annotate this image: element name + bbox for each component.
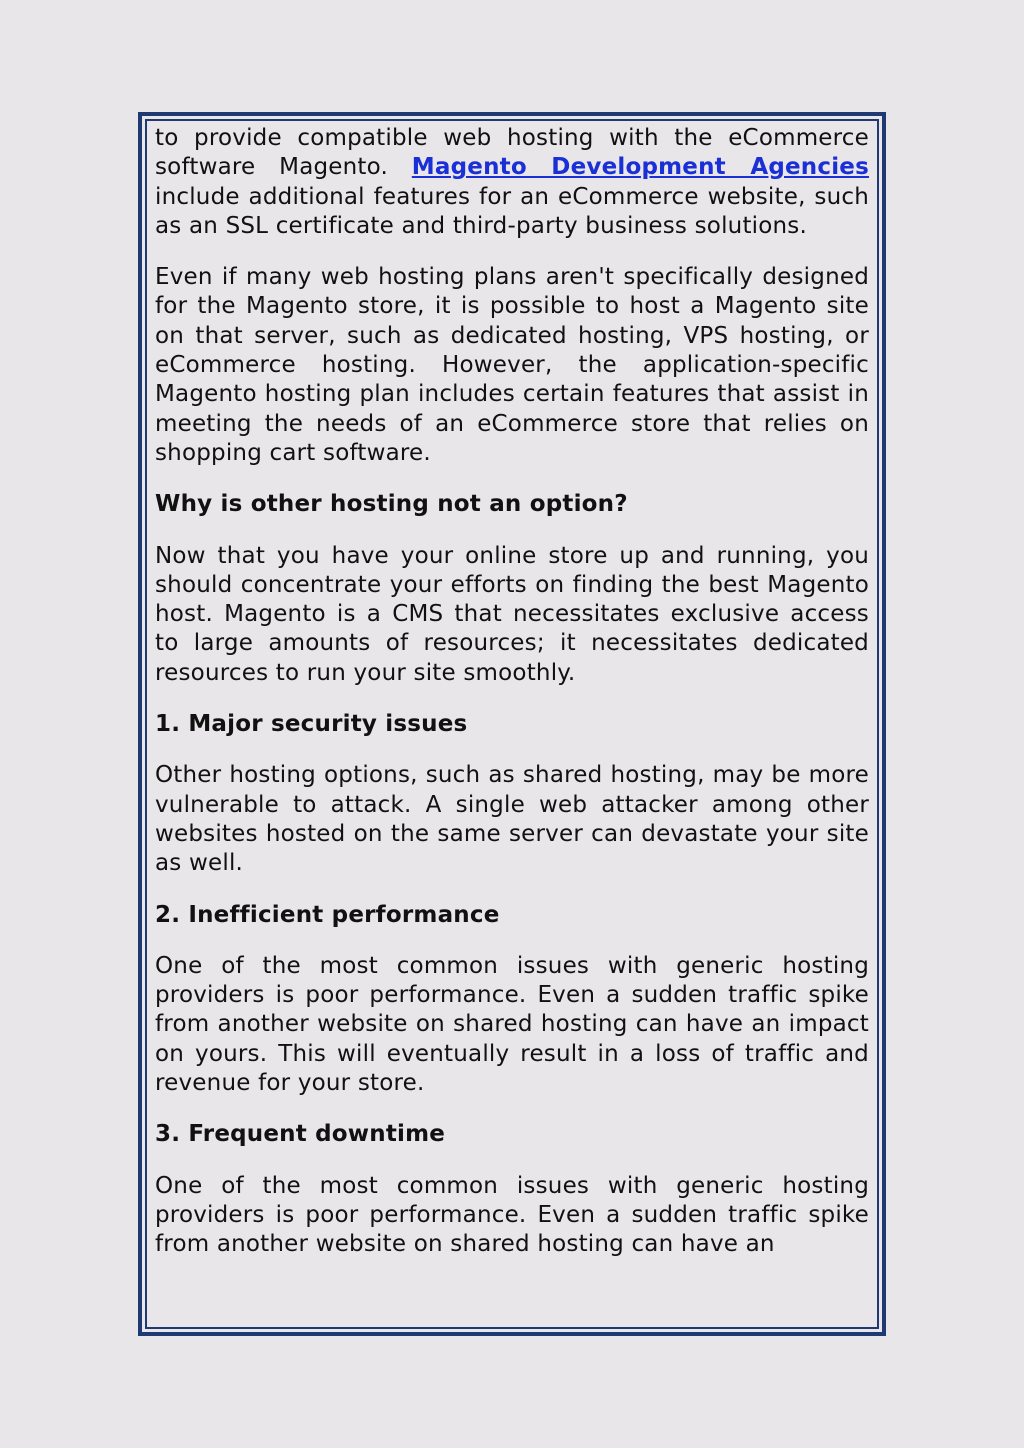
- heading-frequent-downtime: 3. Frequent downtime: [155, 1121, 446, 1148]
- heading-inefficient-performance: 2. Inefficient performance: [155, 901, 500, 928]
- paragraph-downtime: One of the most common issues with generic hosting providers is poor performance. Even a sudden traffic spike from another website on shared hosting can have an: [155, 1172, 869, 1258]
- paragraph-performance: One of the most common issues with generic hosting providers is poor performance. Even a sudden traffic spike from another website on shared hosting can have an impact on yours. This will eventually result in a loss of traffic and revenue for your store.: [155, 952, 869, 1097]
- paragraph-security: Other hosting options, such as shared hosting, may be more vulnerable to attack. A single web attacker among other websites hosted on the same server can devastate your site as well.: [155, 762, 869, 877]
- document-body: [155, 124, 869, 1282]
- intro-paragraph: [155, 124, 869, 241]
- heading-security-issues: 1. Major security issues: [155, 711, 468, 738]
- magento-development-agencies-link[interactable]: Magento Development Agencies: [411, 154, 869, 181]
- intro-text-start: to provide compatible web hosting with the eCommerce software Magento.: [155, 125, 869, 181]
- paragraph-dedicated-hosting: Even if many web hosting plans aren't specifically designed for the Magento store, it is possible to host a Magento site on that server, such as dedicated hosting, VPS hosting, or eCommerce hosting. However, the application-specific Magento hosting plan includes certain features that assist in meeting the needs of an eCommerce store that relies on shopping cart software.: [155, 264, 869, 466]
- heading-why-other-hosting: Why is other hosting not an option?: [155, 491, 628, 518]
- paragraph-online-store: Now that you have your online store up and running, you should concentrate your efforts on finding the best Magento host. Magento is a CMS that necessitates exclusive access to large amounts of resources; it necessitates dedicated resources to run your site smoothly.: [155, 542, 869, 686]
- intro-text-end: include additional features for an eCommerce website, such as an SSL certificate and third-party business solutions.: [155, 183, 869, 239]
